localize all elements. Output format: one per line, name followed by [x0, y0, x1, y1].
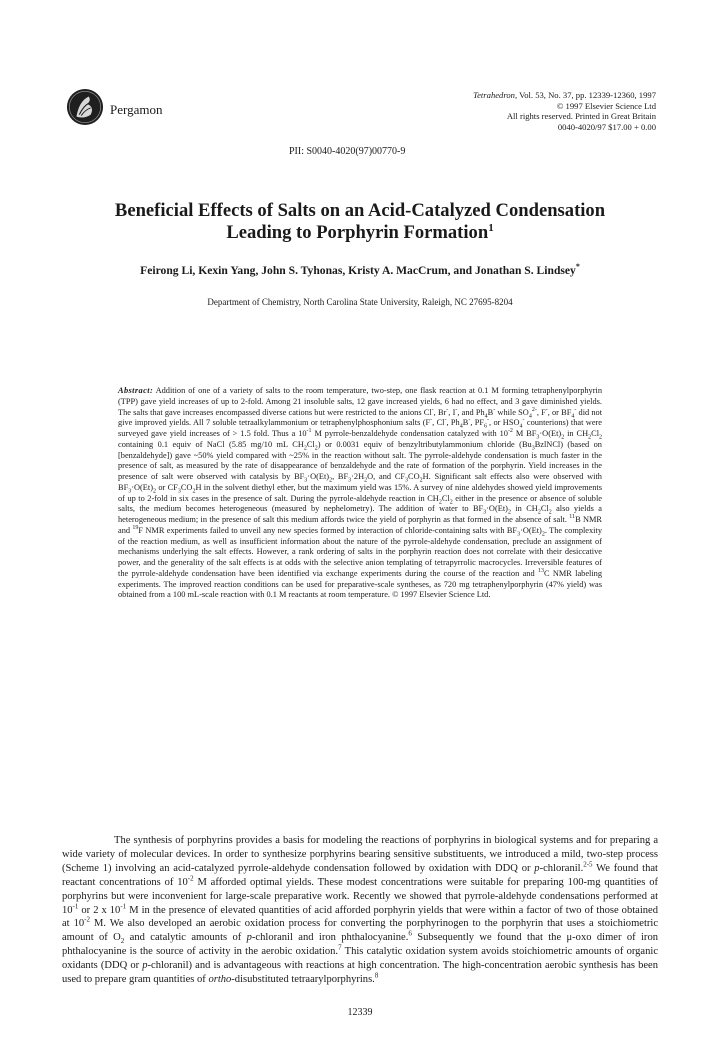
- author-names: Feirong Li, Kexin Yang, John S. Tyhonas, Kristy A. MacCrum, and Jonathan S. Lindsey: [140, 264, 576, 277]
- publisher-name: Pergamon: [110, 102, 163, 117]
- citation-ref: 8: [374, 971, 379, 980]
- author-list: [60, 264, 660, 277]
- corresponding-author-mark: *: [575, 262, 580, 272]
- copyright-line: © 1997 Elsevier Science Ltd: [556, 100, 656, 111]
- intro-paragraph: The synthesis of porphyrins provides a basis for modeling the reactions of porphyrins in biological systems and for preparing a wide variety of molecular devices. In order to synthesize porphyrins bearing sensitive substituents, we introduced a mild, two-step process (Scheme 1) involving an acid-catalyzed pyrrole-aldehyde condensation followed by oxidation with DDQ or p-chloranil.$^{2-5}$ We found that reactant concentrations of $10^{-2}$ M afforded optimal yields. These modest concentrations were suitable for preparing 100-mg quantities of porphyrins but were inconvenient for large-scale preparative work. Recently we showed that pyrrole-aldehyde condensations performed at $10^{-1}$ or 2 x $10^{-1}$ M in the presence of elevated quantities of acid afforded porphyrin yields that were within a factor of two of those obtained at $10^{-2}$ M. We also developed an aerobic oxidation process for converting the porphyrinogen to the porphyrin that uses a stoichiometric amount of $O_2$ and catalytic amounts of p-chloranil and iron phthalocyanine.$^6$ Subsequently we found that the μ-oxo dimer of iron phthalocyanine is the source of activity in the aerobic oxidation.$^7$ This catalytic oxidation system avoids stoichiometric amounts of organic oxidants (DDQ or p-chloranil) and is advantageous with reactions at high concentration. The high-concentration aerobic synthesis has been used to prepare gram quantities of ortho-disubstituted tetraarylporphyrins.$^8$: [62, 835, 659, 986]
- rights-line: All rights reserved. Printed in Great Britain: [506, 111, 656, 122]
- citation-ref: 6: [408, 929, 412, 938]
- pii-identifier: PII: S0040-4020(97)00770-9: [289, 146, 406, 157]
- title-line-1: Beneficial Effects of Salts on an Acid-Catalyzed Condensation: [114, 200, 606, 221]
- price-line: 0040-4020/97 $17.00 + 0.00: [557, 121, 656, 132]
- title-footnote-ref: 1: [488, 221, 494, 234]
- title-line-2: Leading to Porphyrin Formation: [226, 222, 489, 243]
- citation-ref: 2-5: [583, 860, 593, 869]
- abstract-label: Abstract:: [118, 386, 154, 395]
- journal-name: Tetrahedron,: [473, 90, 518, 100]
- article-title: [60, 200, 660, 244]
- page-number: 12339: [347, 1007, 373, 1018]
- author-affiliation: Department of Chemistry, North Carolina State University, Raleigh, NC 27695-8204: [207, 297, 513, 307]
- journal-info: [473, 90, 656, 132]
- journal-volume: Vol. 53, No. 37, pp. 12339-12360, 1997: [519, 90, 656, 100]
- abstract: Abstract: Addition of one of a variety of salts to the room temperature, two-step, one flask reaction at 0.1 M forming tetraphenylporphyrin (TPP) gave yield increases of up to 2-fold. Among 21 insoluble salts, 12 gave increased yields, 6 had no effect, and 3 gave diminished yields. The salts that gave increases encompassed diverse cations but were restricted to the anions Cl-, Br-, I-, and $Ph_4B^-$ while $SO_4^{2-}$, F-, or $BF_4^-$ did not give improved yields. All 7 soluble tetraalkylammonium or tetraphenylphosphonium salts (F-, Cl-, $Ph_4B^-$, $PF_6^-$, or $HSO_4^-$ counterions) that were surveyed gave yield increases of > 1.5 fold. Thus a $10^{-1}$ M pyrrole-benzaldehyde condensation catalyzed with $10^{-2}$ M $BF_3\cdot O(Et)_2$ in $CH_2Cl_2$ containing 0.1 equiv of NaCl (5.85 mg/10 mL $CH_2Cl_2$) or 0.0031 equiv of benzyltributylammonium chloride $(Bu_3BzlNCl)$ (based on [benzaldehyde]) gave ~50% yield compared with ~25% in the reaction without salt. The pyrrole-aldehyde condensation is much faster in the presence of salt, as measured by the rate of disappearance of benzaldehyde and the rate of formation of the porphyrin. Yield increases in the presence of salt were observed with catalysis by $BF_3\cdot O(Et)_2$, $BF_3\cdot 2H_2O$, and $CF_3CO_2H$. Significant salt effects also were observed with $BF_3\cdot O(Et)_2$ or $CF_3CO_2H$ in the solvent diethyl ether, but the maximum yield was 15%. A survey of nine aldehydes showed yield improvements of up to 2-fold in six cases in the presence of salt. During the pyrrole-aldehyde reaction in $CH_2Cl_2$ either in the presence or absence of soluble salts, the medium becomes heterogeneous (measured by nephelometry). The addition of water to $BF_3\cdot O(Et)_2$ in $CH_2Cl_2$ also yields a heterogeneous medium; in the presence of salt this medium affords twice the yield of porphyrin as that formed in the absence of salt. $^{11}$B NMR and $^{19}$F NMR experiments failed to unveil any new species formed by interaction of chloride-containing salts with $BF_3\cdot O(Et)_2$. The complexity of the reaction medium, as well as insufficient information about the nature of the pyrrole-aldehyde condensation, preclude an assignment of mechanisms underlying the salt effects. However, a rank ordering of salts in the porphyrin reaction does not correlate with their desiccative power, and the generality of the salt effects is at odds with the selective anion templating of tetrapyrrolic macrocycles. Irreversible features of the pyrrole-aldehyde condensation have been identified via exchange experiments during the course of the reaction and $^{13}$C NMR labeling experiments. The improved reaction conditions can be used for preparative-scale syntheses, as 720 mg tetraphenylporphyrin (47% yield) was obtained from a 100 mL-scale reaction with 0.1 M reactants at room temperature. © 1997 Elsevier Science Ltd.: [118, 386, 603, 600]
- publisher-logo-icon: [66, 88, 104, 126]
- citation-ref: 7: [338, 943, 342, 952]
- journal-citation: [473, 90, 656, 101]
